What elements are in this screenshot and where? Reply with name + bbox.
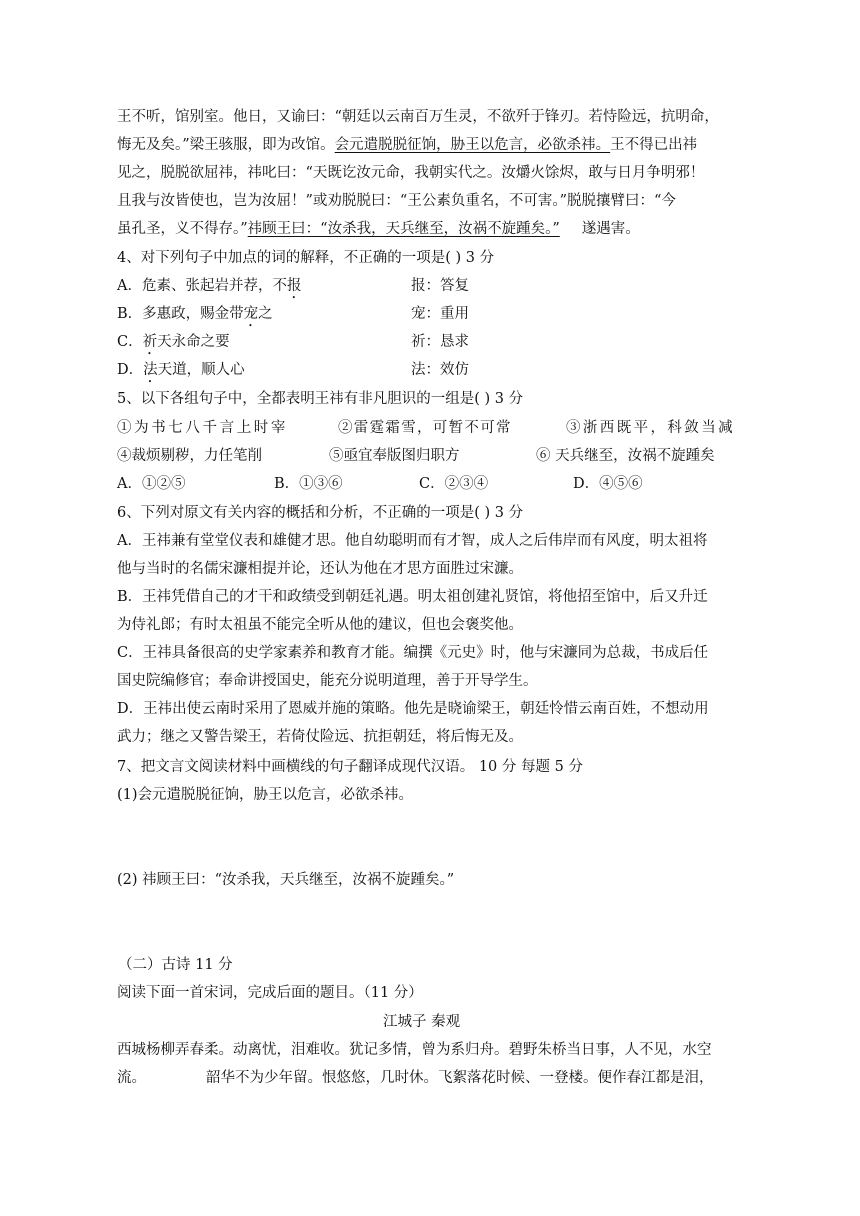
q5-choice-a: A．①②⑤ [117,476,186,492]
dotted-word: 法 [143,362,158,378]
q5-item-4: ④裁烦剔秽，力任笔削 [117,448,262,464]
q7-stem: 7、把文言文阅读材料中画横线的句子翻译成现代汉语。 10 分 每题 5 分 [117,759,583,775]
dotted-word: 报 [286,278,302,294]
q4-gloss-d: 法：效仿 [411,362,469,378]
q7-sentence-2: (2) 祎顾王曰：“汝杀我，天兵继至，汝祸不旋踵矣。” [117,872,455,888]
q4-option-c: C．祈天永命之要 [117,334,230,350]
passage-text: 悔无及矣。”梁王骇服，即为改馆。 [117,137,335,153]
passage-line-5 [117,219,640,239]
q6-option-line: B．王祎凭借自己的才干和政绩受到朝廷礼遇。明太祖创建礼贤馆，将他招至馆中，后又升迁 [117,589,708,605]
q5-choice-d: D．④⑤⑥ [573,476,643,492]
q6-option-line: A．王祎兼有堂堂仪表和雄健才思。他自幼聪明而有才智，成人之后伟岸而有风度，明太祖将 [117,533,708,549]
q7-sentence-1: (1)会元遣脱脱征饷，胁王以危言，必欲杀祎。 [117,787,414,803]
q5-item-3: ③浙西既平，科敛当减 [566,420,735,436]
q6-option-line: 国史院编修官；奉命讲授国史，能充分说明道理，善于开导学生。 [117,673,538,689]
q5-item-5: ⑤亟宜奉版图归职方 [329,448,460,464]
q6-stem: 6、下列对原文有关内容的概括和分析，不正确的一项是( ) 3 分 [117,505,524,521]
poem-intro: 阅读下面一首宋词，完成后面的题目。（11 分） [117,985,423,1001]
poem-line-1: 西城杨柳弄春柔。动离忧，泪难收。犹记多情，曾为系归舟。碧野朱桥当日事，人不见，水空 [117,1042,712,1058]
passage-text: 王不得已出祎 [610,137,698,153]
q5-choice-c: C．②③④ [419,476,489,492]
underlined-sentence-2: 祎顾王曰：“汝杀我，天兵继至，汝祸不旋踵矣。” [247,221,560,237]
q6-option-line: 为侍礼郎；有时太祖虽不能完全听从他的建议，但也会褒奖他。 [117,617,523,633]
poem-title: 江城子 秦观 [383,1014,461,1030]
passage-text: 遂遇害。 [581,221,640,237]
dotted-word: 宠 [243,306,259,322]
q5-stem: 5、以下各组句子中，全都表明王祎有非凡胆识的一组是( ) 3 分 [117,391,524,407]
poem-section-heading: （二）古诗 11 分 [118,957,233,973]
passage-line-1: 王不听，馆别室。他日，又谕曰：“朝廷以云南百万生灵，不欲歼于锋刃。若恃险远，抗明命， [117,109,719,125]
q5-item-2: ②雷霆霜雪，可暂不可常 [338,420,512,436]
q4-option-a: A．危素、张起岩并荐，不报 [117,278,302,294]
q4-option-b: B．多惠政，赐金带宠之 [117,306,273,322]
poem-line-2: 流。 韶华不为少年留。恨悠悠，几时休。飞絮落花时候、一登楼。便作春江都是泪， [117,1070,714,1086]
q6-option-line: D．王祎出使云南时采用了恩威并施的策略。他先是晓谕梁王，朝廷怜惜云南百姓，不想动用 [117,701,709,717]
passage-line-4: 且我与汝皆使也，岂为汝屈！”或劝脱脱曰：“王公素负重名，不可害。”脱脱攘臂曰：“今 [117,193,676,209]
q5-choice-b: B．①③⑥ [274,476,343,492]
underlined-sentence-1: 会元遣脱脱征饷，胁王以危言，必欲杀祎。 [334,137,611,153]
q4-gloss-a: 报：答复 [411,278,469,294]
dotted-word: 祈 [142,334,158,350]
q4-gloss-c: 祈：恳求 [411,334,469,350]
q6-option-line: 武力；继之又警告梁王，若倚仗险远、抗拒朝廷，将后悔无及。 [117,729,523,745]
q5-item-1: ①为书七八千言上时宰 [117,420,288,436]
passage-line-3: 见之，脱脱欲屈祎，祎叱曰：“天既讫汝元命，我朝实代之。汝爝火馀烬，敢与日月争明邪！ [117,165,705,181]
q4-option-d: D．法天道，顺人心 [117,362,245,378]
q5-item-6: ⑥ 天兵继至，汝祸不旋踵矣 [536,448,715,464]
q6-option-line: C．王祎具备很高的史学家素养和教育才能。编撰《元史》时，他与宋濂同为总裁，书成后任 [117,645,709,661]
q6-option-line: 他与当时的名儒宋濂相提并论，还认为他在才思方面胜过宋濂。 [117,561,523,577]
passage-text: 虽孔圣，义不得存。” [117,221,248,237]
q4-stem: 4、对下列句子中加点的词的解释，不正确的一项是( ) 3 分 [117,250,495,266]
q4-gloss-b: 宠：重用 [411,306,469,322]
passage-line-2 [117,135,697,155]
